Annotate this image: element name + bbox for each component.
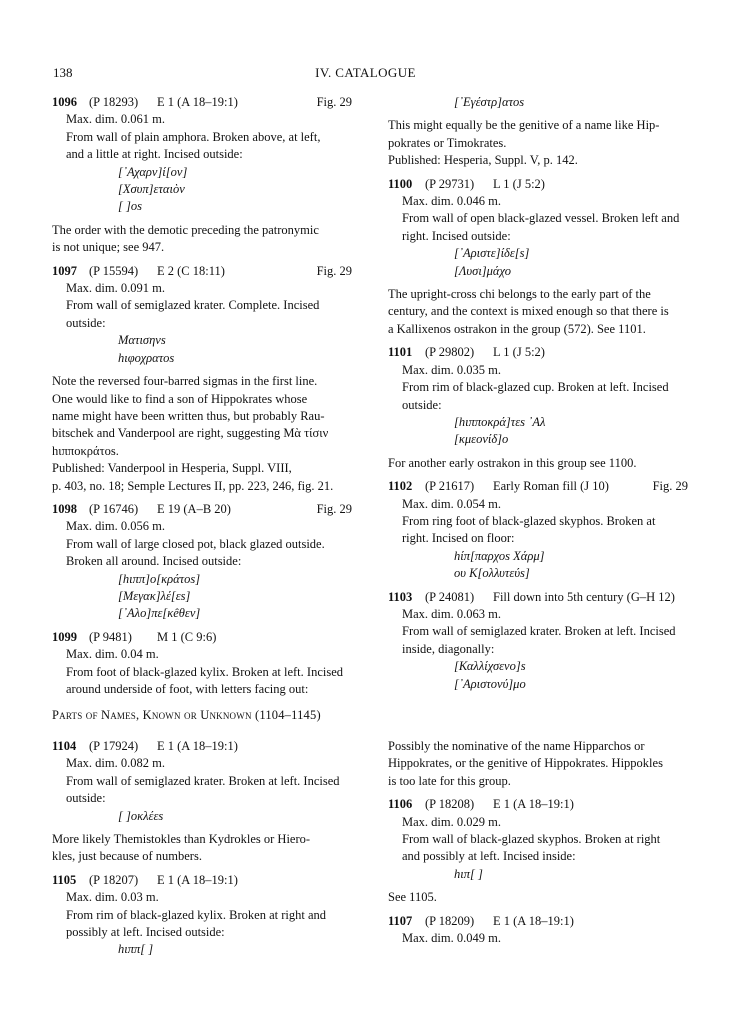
context-deposit: L 1 (J 5:2) (493, 176, 545, 191)
inventory-number: (P 9481) (89, 629, 132, 644)
inventory-number: (P 18293) (89, 95, 139, 109)
catalogue-number: 1105 (52, 872, 77, 887)
catalogue-number: 1103 (388, 589, 413, 604)
commentary-line: Note the reversed four-barred sigmas in the first line. (52, 374, 318, 389)
catalogue-number: 1101 (388, 345, 413, 360)
description-line: From wall of semiglazed krater. Broken at left. Incised (402, 624, 676, 639)
greek-inscription-line: [hιπποκρά]τεs ᾽Αλ (454, 414, 546, 429)
commentary-line: is too late for this group. (388, 773, 511, 788)
commentary-line: hιπποκράτοs. (52, 443, 119, 458)
inventory-number: (P 18209) (425, 913, 475, 928)
commentary-line: For another early ostrakon in this group see 1100. (388, 455, 637, 470)
page-title: IV. CATALOGUE (315, 65, 416, 80)
figure-reference: Fig. 29 (316, 501, 352, 516)
page-number: 138 (53, 65, 73, 80)
context-deposit: Fill down into 5th century (G–H 12) (493, 589, 675, 604)
right-column-top (388, 94, 688, 693)
inventory-number: (P 16746) (89, 501, 139, 516)
dimension-line: Max. dim. 0.029 m. (402, 814, 501, 829)
greek-inscription-line: [Καλλίχσενο]s (454, 659, 526, 674)
greek-inscription-line: hιππ[ ] (118, 942, 154, 957)
commentary-line: Hippokrates, or the genitive of Hippokrates. Hippokles (388, 756, 663, 771)
catalogue-entry-heading (52, 501, 352, 518)
commentary-line: This might equally be the genitive of a name like Hip- (388, 118, 660, 133)
catalogue-entry-heading (388, 913, 688, 930)
catalogue-entry-heading (388, 796, 688, 813)
commentary-line: See 1105. (388, 890, 437, 905)
commentary-line: Published: Hesperia, Suppl. V, p. 142. (388, 153, 578, 168)
greek-inscription-line: Ματισηνs (118, 333, 166, 348)
description-line: From foot of black-glazed kylix. Broken at left. Incised (66, 664, 344, 679)
catalogue-entry-heading (388, 478, 688, 495)
commentary-line: p. 403, no. 18; Semple Lectures II, pp. 223, 246, fig. 21. (52, 478, 334, 493)
greek-inscription-line: hιφοχρατοs (118, 350, 175, 365)
greek-inscription-line: [Μεγακ]λέ[εs] (118, 588, 191, 603)
greek-inscription-line: [ ]os (118, 199, 142, 214)
greek-inscription-line: [᾽Εγέστρ]ατοs (454, 95, 525, 109)
inventory-number: (P 15594) (89, 263, 139, 278)
figure-reference: Fig. 29 (316, 263, 352, 278)
inventory-number: (P 18207) (89, 872, 139, 887)
catalogue-number: 1102 (388, 479, 413, 494)
left-column-top (52, 94, 352, 698)
catalogue-number: 1100 (388, 176, 413, 191)
greek-inscription-line: hιπ[ ] (454, 866, 483, 881)
inventory-number: (P 21617) (425, 479, 475, 494)
greek-inscription-line: [᾽Αριστονύ]μο (454, 676, 526, 691)
commentary-line: bitschek and Vanderpool are right, suggesting Μὰ τίσιν (52, 426, 329, 441)
greek-inscription-line: hίπ[παρχοs Χάρμ] (454, 548, 545, 563)
description-line: outside: (66, 315, 106, 330)
inventory-number: (P 29802) (425, 345, 475, 360)
description-line: and possibly at left. Incised inside: (402, 849, 576, 864)
catalogue-entry-heading (52, 629, 352, 646)
greek-inscription-line: ου Κ[ολλυτεύs] (454, 566, 530, 581)
commentary-line: One would like to find a son of Hippokrates whose (52, 391, 308, 406)
description-line: right. Incised outside: (402, 228, 511, 243)
dimension-line: Max. dim. 0.054 m. (402, 496, 501, 511)
greek-inscription-line: [᾽Αριστε]ίδε[s] (454, 246, 530, 261)
dimension-line: Max. dim. 0.056 m. (66, 519, 165, 534)
catalogue-entry-heading (388, 589, 688, 606)
inventory-number: (P 24081) (425, 589, 475, 604)
commentary-line: The upright-cross chi belongs to the early part of the (388, 287, 651, 302)
catalogue-number: 1106 (388, 797, 413, 812)
description-line: From wall of semiglazed krater. Broken at left. Incised (66, 773, 340, 788)
greek-inscription-line: [κμεονίδ]ο (454, 432, 509, 447)
description-line: possibly at left. Incised outside: (66, 925, 225, 940)
catalogue-number: 1099 (52, 629, 77, 644)
dimension-line: Max. dim. 0.03 m. (66, 890, 159, 905)
description-line: From wall of black-glazed skyphos. Broken at right (402, 832, 661, 847)
catalogue-number: 1096 (52, 95, 77, 109)
commentary-line: More likely Themistokles than Kydrokles or Hiero- (52, 832, 311, 847)
greek-inscription-line: [᾽Αλο]πε[κêθεν] (118, 606, 201, 621)
description-line: and a little at right. Incised outside: (66, 147, 243, 162)
context-deposit: E 1 (A 18–19:1) (157, 872, 238, 887)
catalogue-entry-heading (388, 344, 688, 361)
dimension-line: Max. dim. 0.049 m. (402, 931, 501, 946)
dimension-line: Max. dim. 0.082 m. (66, 756, 165, 771)
catalogue-entry-heading (52, 738, 352, 755)
greek-inscription-line: [Λυσι]μάχο (454, 263, 511, 278)
catalogue-entry-heading (388, 176, 688, 193)
description-line: outside: (402, 397, 442, 412)
catalogue-number: 1097 (52, 263, 77, 278)
catalogue-number: 1104 (52, 739, 77, 753)
context-deposit: E 1 (A 18–19:1) (157, 739, 238, 753)
greek-inscription-line: [ ]οκλέεs (118, 808, 164, 823)
commentary-line: kles, just because of numbers. (52, 849, 202, 864)
figure-reference: Fig. 29 (316, 95, 352, 109)
context-deposit: Early Roman fill (J 10) (493, 479, 609, 494)
catalogue-entry-heading (52, 94, 352, 111)
commentary-line: a Kallixenos ostrakon in the group (572). See 1101. (388, 321, 646, 336)
description-line: From wall of plain amphora. Broken above, at left, (66, 129, 321, 144)
context-deposit: E 1 (A 18–19:1) (157, 95, 238, 109)
catalogue-number: 1107 (388, 913, 413, 928)
dimension-line: Max. dim. 0.046 m. (402, 194, 501, 209)
catalogue-number: 1098 (52, 501, 77, 516)
dimension-line: Max. dim. 0.035 m. (402, 362, 501, 377)
commentary-line: name might have been written thus, but probably Rau- (52, 408, 325, 423)
catalogue-entry-heading (52, 872, 352, 889)
context-deposit: E 1 (A 18–19:1) (493, 797, 574, 812)
context-deposit: E 1 (A 18–19:1) (493, 913, 574, 928)
catalogue-entry-heading (52, 263, 352, 280)
commentary-line: century, and the context is mixed enough so that there is (388, 304, 669, 319)
commentary-line: Possibly the nominative of the name Hipparchos or (388, 739, 645, 753)
description-line: outside: (66, 791, 106, 806)
description-line: around underside of foot, with letters facing out: (66, 682, 309, 696)
inventory-number: (P 29731) (425, 176, 475, 191)
context-deposit: M 1 (C 9:6) (157, 629, 217, 644)
description-line: inside, diagonally: (402, 641, 495, 656)
commentary-line: pokrates or Timokrates. (388, 135, 507, 150)
commentary-line: Published: Vanderpool in Hesperia, Suppl. VIII, (52, 461, 292, 476)
context-deposit: E 2 (C 18:11) (157, 263, 225, 278)
greek-inscription-line: [hιππ]ο[κράτοs] (118, 571, 201, 586)
dimension-line: Max. dim. 0.04 m. (66, 647, 159, 662)
right-column-bottom (388, 738, 688, 947)
left-column-bottom (52, 738, 352, 959)
commentary-line: The order with the demotic preceding the patronymic (52, 222, 319, 237)
figure-reference: Fig. 29 (652, 479, 688, 494)
inventory-number: (P 18208) (425, 797, 475, 812)
context-deposit: E 19 (A–B 20) (157, 501, 231, 516)
description-line: From wall of open black-glazed vessel. Broken left and (402, 211, 680, 226)
greek-inscription-line: [᾽Αχαρν]ί[ον] (118, 164, 188, 179)
description-line: From rim of black-glazed cup. Broken at left. Incised (402, 380, 669, 395)
description-line: Broken all around. Incised outside: (66, 554, 242, 569)
dimension-line: Max. dim. 0.061 m. (66, 112, 165, 127)
commentary-line: is not unique; see 947. (52, 240, 165, 255)
context-deposit: L 1 (J 5:2) (493, 345, 545, 360)
description-line: From ring foot of black-glazed skyphos. Broken at (402, 513, 656, 528)
description-line: From wall of semiglazed krater. Complete. Incised (66, 298, 320, 313)
description-line: From wall of large closed pot, black glazed outside. (66, 536, 325, 551)
section-heading: Parts of Names, Known or Unknown (1104–1145) (52, 708, 321, 722)
greek-inscription-line: [Χσυπ]εταιὸν (118, 182, 185, 197)
dimension-line: Max. dim. 0.063 m. (402, 606, 501, 621)
dimension-line: Max. dim. 0.091 m. (66, 281, 165, 296)
description-line: From rim of black-glazed kylix. Broken at right and (66, 907, 327, 922)
inventory-number: (P 17924) (89, 739, 139, 753)
description-line: right. Incised on floor: (402, 531, 515, 546)
